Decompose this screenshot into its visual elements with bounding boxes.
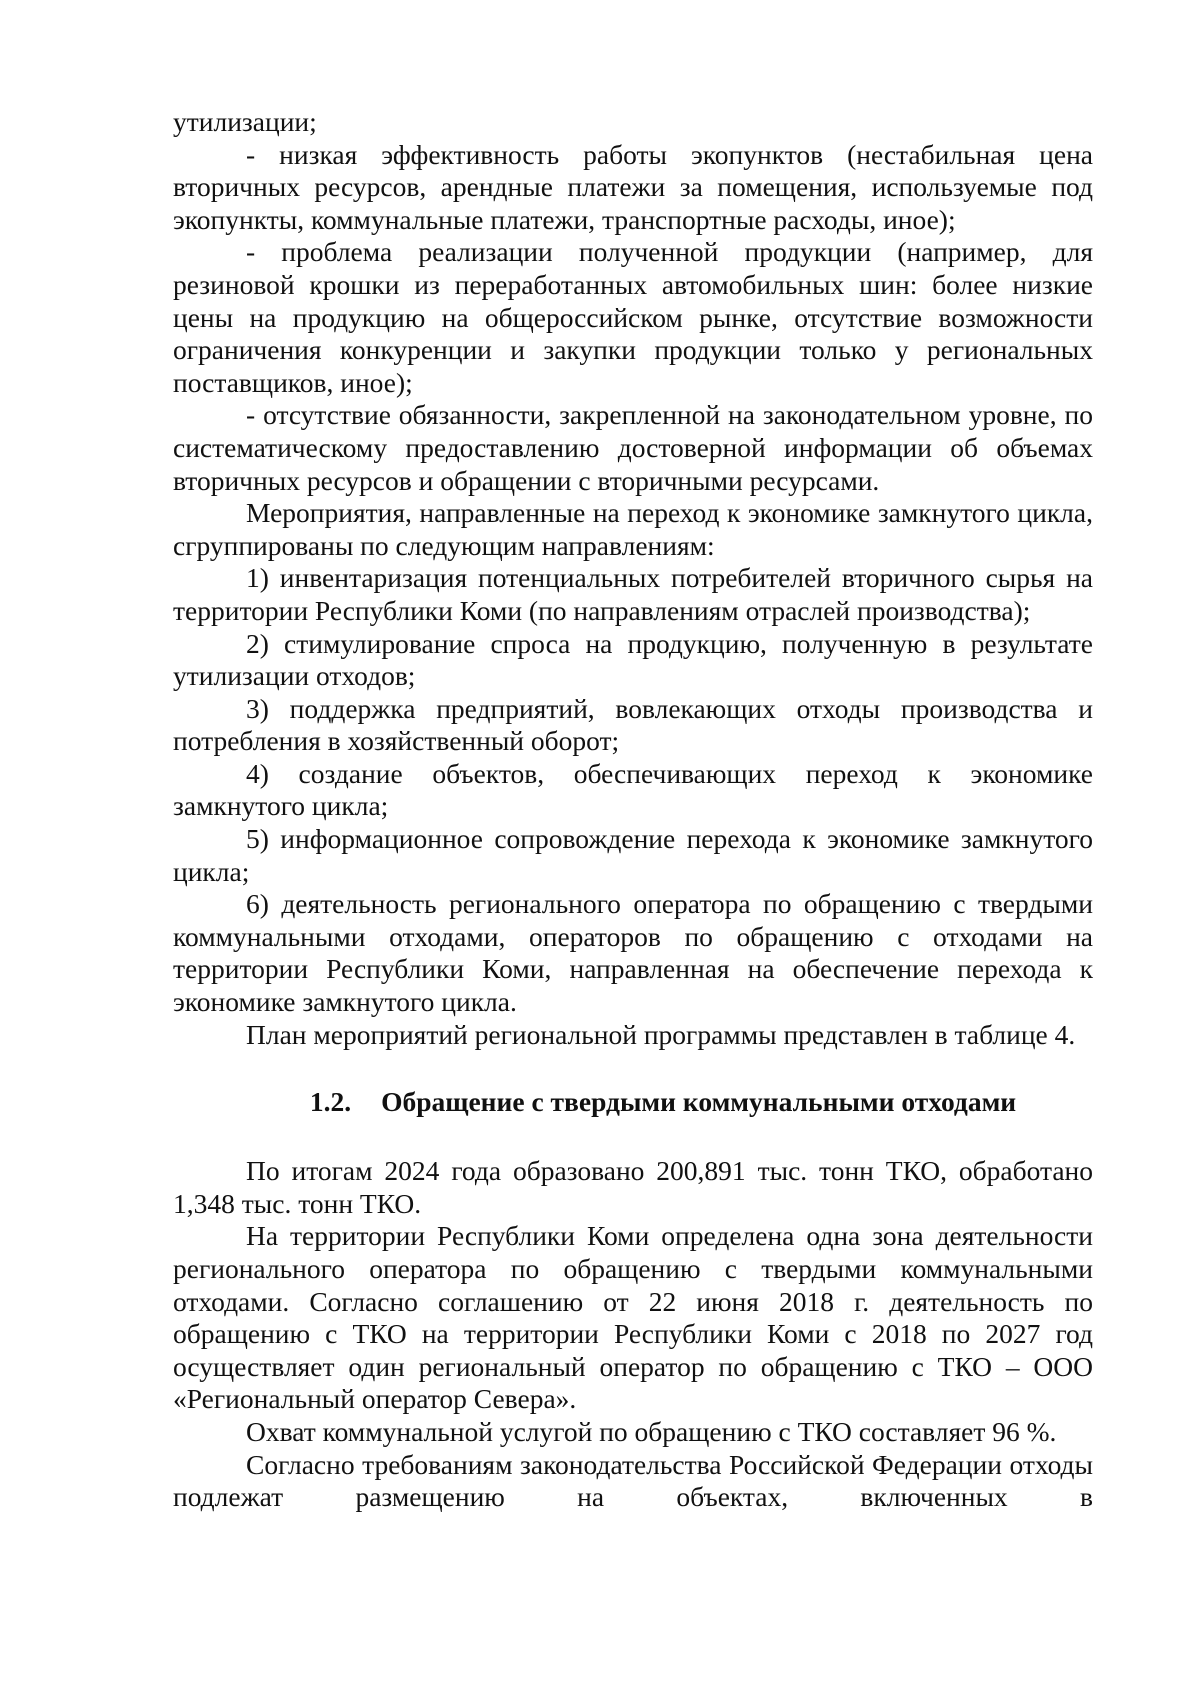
paragraph: На территории Республики Коми определена одна зона деятельности регионального оператора по обращению с твердыми коммунальными отходами. Согласно соглашению от 22 июня 2018 г. деятельность по обращению с ТКО на территории Республики Коми с 2018 по 2027 год осуществляет один региональный оператор по обращению с ТКО – ООО «Региональный оператор Севера». <box>173 1220 1093 1415</box>
paragraph: - низкая эффективность работы экопунктов (нестабильная цена вторичных ресурсов, арендные платежи за помещения, используемые под экопункты, коммунальные платежи, транспортные расходы, иное); <box>173 138 1093 235</box>
paragraph: - проблема реализации полученной продукции (например, для резиновой крошки из переработанных автомобильных шин: более низкие цены на продукцию на общероссийском рынке, отсутствие возможности ограничения конкуренции и закупки продукции только у региональных поставщиков, иное); <box>173 236 1093 398</box>
paragraph: - отсутствие обязанности, закрепленной на законодательном уровне, по систематическому предоставлению достоверной информации об объемах вторичных ресурсов и обращении с вторичными ресурсами. <box>173 399 1093 496</box>
list-item: 6) деятельность регионального оператора по обращению с твердыми коммунальными отходами, операторов по обращению с отходами на территории Республики Коми, направленная на обеспечение перехода к экономике замкнутого цикла. <box>173 888 1093 1018</box>
paragraph: Охват коммунальной услугой по обращению с ТКО составляет 96 %. <box>246 1415 1057 1447</box>
list-item: 5) информационное сопровождение перехода к экономике замкнутого цикла; <box>173 823 1093 887</box>
document-page <box>173 106 1093 1514</box>
paragraph: По итогам 2024 года образовано 200,891 тыс. тонн ТКО, обработано 1,348 тыс. тонн ТКО. <box>173 1155 1093 1219</box>
list-item: 2) стимулирование спроса на продукцию, полученную в результате утилизации отходов; <box>173 627 1093 692</box>
paragraph: утилизации; <box>173 106 317 137</box>
list-item: 3) поддержка предприятий, вовлекающих отходы производства и потребления в хозяйственный оборот; <box>173 692 1093 757</box>
list-item: 1) инвентаризация потенциальных потребителей вторичного сырья на территории Республики Коми (по направлениям отраслей производства); <box>173 562 1093 626</box>
paragraph: Согласно требованиям законодательства Российской Федерации отходы подлежат размещению на объектах, включенных в <box>173 1448 1093 1513</box>
section-title: Обращение с твердыми коммунальными отходами <box>381 1086 1017 1118</box>
section-number: 1.2. <box>309 1086 352 1118</box>
paragraph: План мероприятий региональной программы представлен в таблице 4. <box>246 1018 1076 1050</box>
paragraph: Мероприятия, направленные на переход к экономике замкнутого цикла, сгруппированы по следующим направлениям: <box>173 497 1093 561</box>
section-heading <box>173 1085 1093 1119</box>
list-item: 4) создание объектов, обеспечивающих переход к экономике замкнутого цикла; <box>173 757 1093 822</box>
